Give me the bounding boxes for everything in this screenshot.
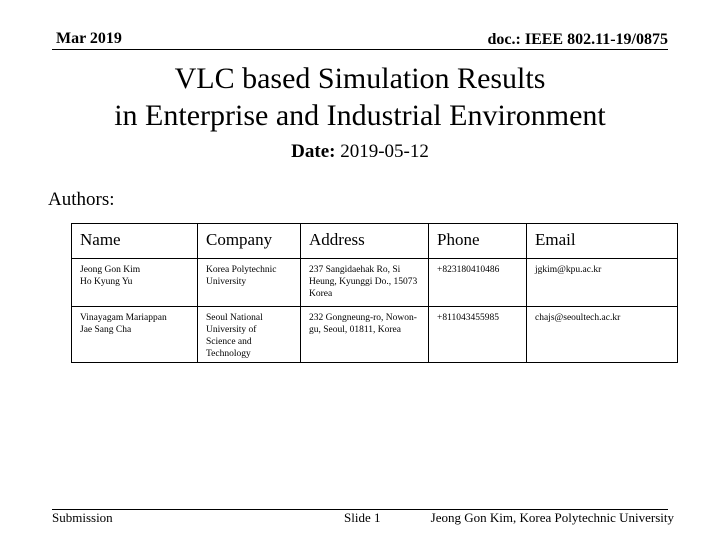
- date-line: [0, 141, 720, 163]
- footer-author: Jeong Gon Kim, Korea Polytechnic University: [430, 510, 674, 525]
- address-line: Korea: [309, 289, 333, 299]
- header-cell-name: Name: [72, 224, 198, 259]
- title-line-2: in Enterprise and Industrial Environment: [114, 99, 606, 132]
- company-line: Seoul National: [206, 313, 263, 323]
- author-phone-cell: +811043455985: [429, 307, 527, 363]
- author-company-cell: [198, 307, 301, 363]
- address-line: gu, Seoul, 01811, Korea: [309, 325, 401, 335]
- authors-table: [71, 223, 678, 363]
- author-address-cell: [301, 307, 429, 363]
- header-cell-email: Email: [527, 224, 678, 259]
- title-line-1: VLC based Simulation Results: [174, 62, 546, 95]
- author-name: Ho Kyung Yu: [80, 277, 133, 287]
- address-line: 237 Sangidaehak Ro, Si: [309, 265, 401, 275]
- date-label: Date:: [291, 141, 336, 162]
- company-line: University of: [206, 325, 257, 335]
- author-email-cell: jgkim@kpu.ac.kr: [527, 259, 678, 307]
- author-address-cell: [301, 259, 429, 307]
- author-name-cell: [72, 259, 198, 307]
- footer-submission: Submission: [52, 510, 113, 525]
- author-name: Vinayagam Mariappan: [80, 313, 167, 323]
- author-email-cell: chajs@seoultech.ac.kr: [527, 307, 678, 363]
- company-line: University: [206, 277, 247, 287]
- company-line: Technology: [206, 349, 251, 359]
- address-line: Heung, Kyunggi Do., 15073: [309, 277, 418, 287]
- header-cell-company: Company: [198, 224, 301, 259]
- date-value: 2019-05-12: [340, 141, 429, 162]
- author-name: Jeong Gon Kim: [80, 265, 141, 275]
- author-company-cell: [198, 259, 301, 307]
- header-doc-id: doc.: IEEE 802.11-19/0875: [487, 31, 668, 48]
- authors-label: Authors:: [48, 189, 115, 210]
- header-rule: [52, 49, 668, 50]
- header-cell-phone: Phone: [429, 224, 527, 259]
- footer-slide-number: Slide 1: [344, 510, 381, 525]
- address-line: 232 Gongneung-ro, Nowon-: [309, 313, 417, 323]
- company-line: Korea Polytechnic: [206, 265, 277, 275]
- author-phone-cell: +823180410486: [429, 259, 527, 307]
- slide-title: [40, 60, 680, 134]
- author-name: Jae Sang Cha: [80, 325, 132, 335]
- table-row: [72, 307, 678, 363]
- author-name-cell: [72, 307, 198, 363]
- header-cell-address: Address: [301, 224, 429, 259]
- table-row: [72, 259, 678, 307]
- header-date: Mar 2019: [56, 30, 122, 47]
- table-header-row: [72, 224, 678, 259]
- company-line: Science and: [206, 337, 252, 347]
